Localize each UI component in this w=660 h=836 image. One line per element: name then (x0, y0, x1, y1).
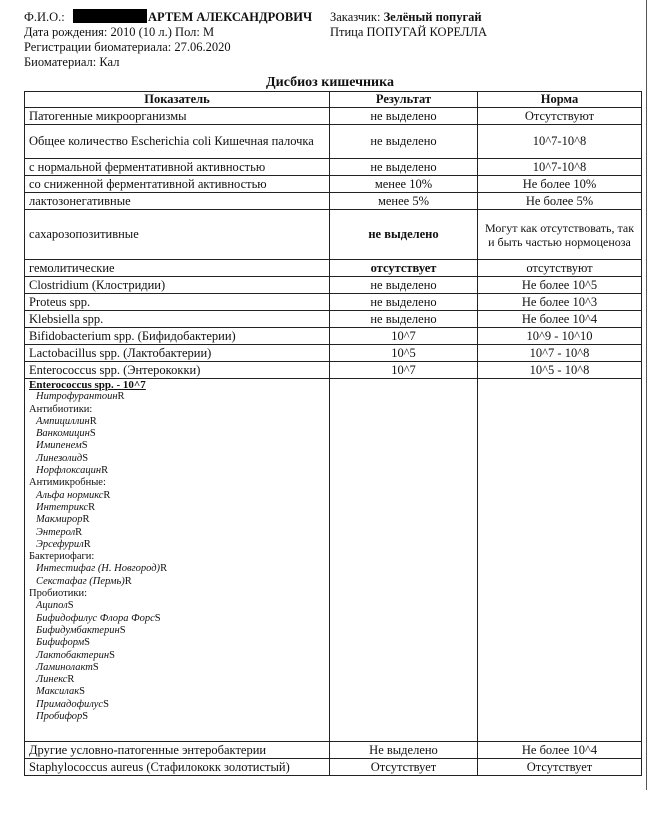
antibiogram-item (29, 527, 325, 539)
patient-name: АРТЕМ АЛЕКСАНДРОВИЧ (148, 10, 313, 24)
norm-cell: 10^7-10^8 (478, 159, 642, 176)
column-header: Результат (330, 92, 478, 108)
drug-name: Линезолид (36, 452, 83, 464)
norm-cell: Не более 10^4 (478, 311, 642, 328)
biomaterial-line: Биоматериал: Кал (24, 55, 120, 69)
birth-date-line: Дата рождения: 2010 (10 л.) Пол: М (24, 25, 215, 39)
drug-name: Интетрикс (36, 501, 89, 513)
page-edge (646, 0, 647, 790)
table-row (25, 159, 642, 176)
norm-cell: Не более 10^3 (478, 294, 642, 311)
sensitivity-value: R (124, 575, 132, 587)
drug-name: Макмирор (36, 514, 83, 526)
sensitivity-value: R (88, 501, 96, 513)
drug-name: Максилак (36, 686, 80, 698)
sensitivity-value: R (160, 563, 168, 575)
drug-name: Линекс (36, 674, 68, 686)
report-title: Дисбиоз кишечника (266, 75, 394, 90)
indicator-cell: Clostridium (Клостридии) (25, 277, 330, 294)
antibiogram-category-label: Антимикробные: (29, 477, 106, 489)
table-row (25, 328, 642, 345)
sensitivity-value: R (89, 415, 97, 427)
drug-name: Примадофилус (36, 698, 104, 710)
result-cell: не выделено (330, 294, 478, 311)
sensitivity-value: R (101, 465, 109, 477)
result-cell: не выделено (330, 159, 478, 176)
customer-label: Заказчик: (330, 10, 381, 24)
table-row (25, 176, 642, 193)
sensitivity-value: R (75, 526, 83, 538)
antibiogram-cell (25, 379, 330, 742)
customer-value: Зелёный попугай (383, 10, 482, 24)
drug-name: Бифидумбактерин (36, 624, 120, 636)
drug-name: Ванкомицин (36, 428, 90, 440)
sensitivity-value: R (67, 674, 75, 686)
table-header-row (25, 92, 642, 108)
table-row (25, 742, 642, 759)
drug-name: Норфлоксацин (36, 465, 102, 477)
drug-name: Ампициллин (36, 415, 90, 427)
result-cell: не выделено (330, 125, 478, 159)
sensitivity-value: S (103, 698, 109, 710)
antibiogram-item (29, 613, 325, 625)
indicator-cell: Enterococcus spp. (Энтерококки) (25, 362, 330, 379)
sensitivity-value: R (83, 538, 91, 550)
table-row (25, 193, 642, 210)
norm-cell: отсутствуют (478, 260, 642, 277)
antibiogram-item (29, 600, 325, 612)
fio-label: Ф.И.О.: (24, 10, 65, 24)
norm-cell: Отсутствуют (478, 108, 642, 125)
sensitivity-value: S (82, 711, 89, 723)
drug-name: Ламинолакт (36, 661, 93, 673)
antibiogram-row (25, 379, 642, 742)
sensitivity-value: S (82, 452, 89, 464)
norm-cell: Не более 10% (478, 176, 642, 193)
antibiogram-item (29, 637, 325, 649)
antibiogram-category-label: Антибиотики: (29, 403, 93, 415)
empty-cell (478, 379, 642, 742)
result-cell: 10^5 (330, 345, 478, 362)
drug-name: Бифиформ (36, 637, 85, 649)
table-row (25, 125, 642, 159)
antibiogram-item (29, 625, 325, 637)
indicator-cell: со сниженной ферментативной активностью (25, 176, 330, 193)
antibiogram-categories (29, 404, 325, 724)
drug-name: Секстафаг (Пермь) (36, 575, 125, 587)
result-cell: Отсутствует (330, 759, 478, 776)
sensitivity-value: S (79, 686, 85, 698)
result-cell: 10^7 (330, 362, 478, 379)
result-cell: отсутствует (330, 260, 478, 277)
result-cell: не выделено (330, 210, 478, 260)
drug-name: Нитрофурантоин (36, 391, 118, 403)
antibiogram-item (29, 711, 325, 723)
table-row (25, 210, 642, 260)
sensitivity-value: S (119, 624, 126, 636)
drug-name: Имипенем (36, 440, 82, 452)
antibiogram-item (29, 416, 325, 428)
registration-date-line: Регистрации биоматериала: 27.06.2020 (24, 40, 231, 54)
norm-cell: Отсутствует (478, 759, 642, 776)
indicator-cell: лактозонегативные (25, 193, 330, 210)
antibiogram-item (29, 440, 325, 452)
customer-line (330, 10, 482, 24)
drug-name: Эрсефурил (36, 538, 84, 550)
result-cell: Не выделено (330, 742, 478, 759)
norm-cell: Не более 5% (478, 193, 642, 210)
indicator-cell: гемолитические (25, 260, 330, 277)
drug-name: Аципол (36, 600, 68, 612)
indicator-cell: с нормальной ферментативной активностью (25, 159, 330, 176)
drug-name: Интестифаг (Н. Новгород) (36, 563, 161, 575)
antibiogram-item (29, 428, 325, 440)
table-row (25, 362, 642, 379)
table-row (25, 277, 642, 294)
antibiogram-item (29, 662, 325, 674)
sensitivity-value: S (89, 428, 96, 440)
indicator-cell: Bifidobacterium spp. (Бифидобактерии) (25, 328, 330, 345)
sensitivity-value: S (67, 600, 74, 612)
indicator-cell: Staphylococcus aureus (Стафилококк золотистый) (25, 759, 330, 776)
sensitivity-value: S (109, 649, 115, 661)
indicator-cell: Другие условно-патогенные энтеробактерии (25, 742, 330, 759)
antibiogram-item (29, 514, 325, 526)
drug-name: Бифидофилус Флора Форс (36, 612, 155, 624)
antibiogram-item (29, 686, 325, 698)
indicator-cell: Lactobacillus spp. (Лактобактерии) (25, 345, 330, 362)
result-cell: не выделено (330, 311, 478, 328)
drug-name: Пробифор (36, 711, 83, 723)
norm-cell: 10^7-10^8 (478, 125, 642, 159)
sensitivity-value: S (81, 440, 88, 452)
antibiogram-item (29, 539, 325, 551)
indicator-cell: Klebsiella spp. (25, 311, 330, 328)
sensitivity-value: S (92, 661, 99, 673)
antibiogram-item (29, 453, 325, 465)
norm-cell: Не более 10^5 (478, 277, 642, 294)
indicator-cell: Патогенные микроорганизмы (25, 108, 330, 125)
antibiogram-item (29, 502, 325, 514)
result-cell: менее 10% (330, 176, 478, 193)
indicator-cell: Общее количество Escherichia coli Кишечная палочка (25, 125, 330, 159)
norm-cell: 10^9 - 10^10 (478, 328, 642, 345)
empty-cell (330, 379, 478, 742)
column-header: Показатель (25, 92, 330, 108)
sensitivity-value: S (154, 612, 161, 624)
table-row (25, 294, 642, 311)
table-row (25, 311, 642, 328)
norm-cell: Могут как отсутствовать, так и быть частью нормоценоза (478, 210, 642, 260)
drug-name: Лактобактерин (36, 649, 110, 661)
antibiogram-item (29, 563, 325, 575)
norm-cell: 10^5 - 10^8 (478, 362, 642, 379)
sensitivity-value: R (82, 514, 90, 526)
antibiogram-category-label: Бактериофаги: (29, 551, 95, 563)
drug-name: Альфа нормикс (36, 489, 104, 501)
result-cell: не выделено (330, 108, 478, 125)
table-row (25, 260, 642, 277)
redaction-box (73, 9, 147, 23)
table-row (25, 345, 642, 362)
antibiogram-item (29, 699, 325, 711)
column-header: Норма (478, 92, 642, 108)
table-row (25, 759, 642, 776)
antibiogram-item (29, 650, 325, 662)
result-cell: менее 5% (330, 193, 478, 210)
bird-line: Птица ПОПУГАЙ КОРЕЛЛА (330, 25, 487, 39)
indicator-cell: Proteus spp. (25, 294, 330, 311)
antibiogram-item (29, 391, 325, 403)
norm-cell: Не более 10^4 (478, 742, 642, 759)
table-row (25, 108, 642, 125)
antibiogram-item (29, 576, 325, 588)
drug-name: Энтерол (36, 526, 76, 538)
antibiogram-item (29, 465, 325, 477)
sensitivity-value: S (84, 637, 90, 649)
norm-cell: 10^7 - 10^8 (478, 345, 642, 362)
result-cell: не выделено (330, 277, 478, 294)
antibiogram-item (29, 490, 325, 502)
antibiogram-item (29, 674, 325, 686)
sensitivity-value: R (103, 489, 111, 501)
antibiogram-title: Enterococcus spp. - 10^7 (29, 379, 146, 391)
antibiogram-category-label: Пробиотики: (29, 588, 88, 600)
results-table (24, 91, 642, 776)
indicator-cell: сахарозопозитивные (25, 210, 330, 260)
sensitivity-value: R (117, 391, 125, 403)
result-cell: 10^7 (330, 328, 478, 345)
